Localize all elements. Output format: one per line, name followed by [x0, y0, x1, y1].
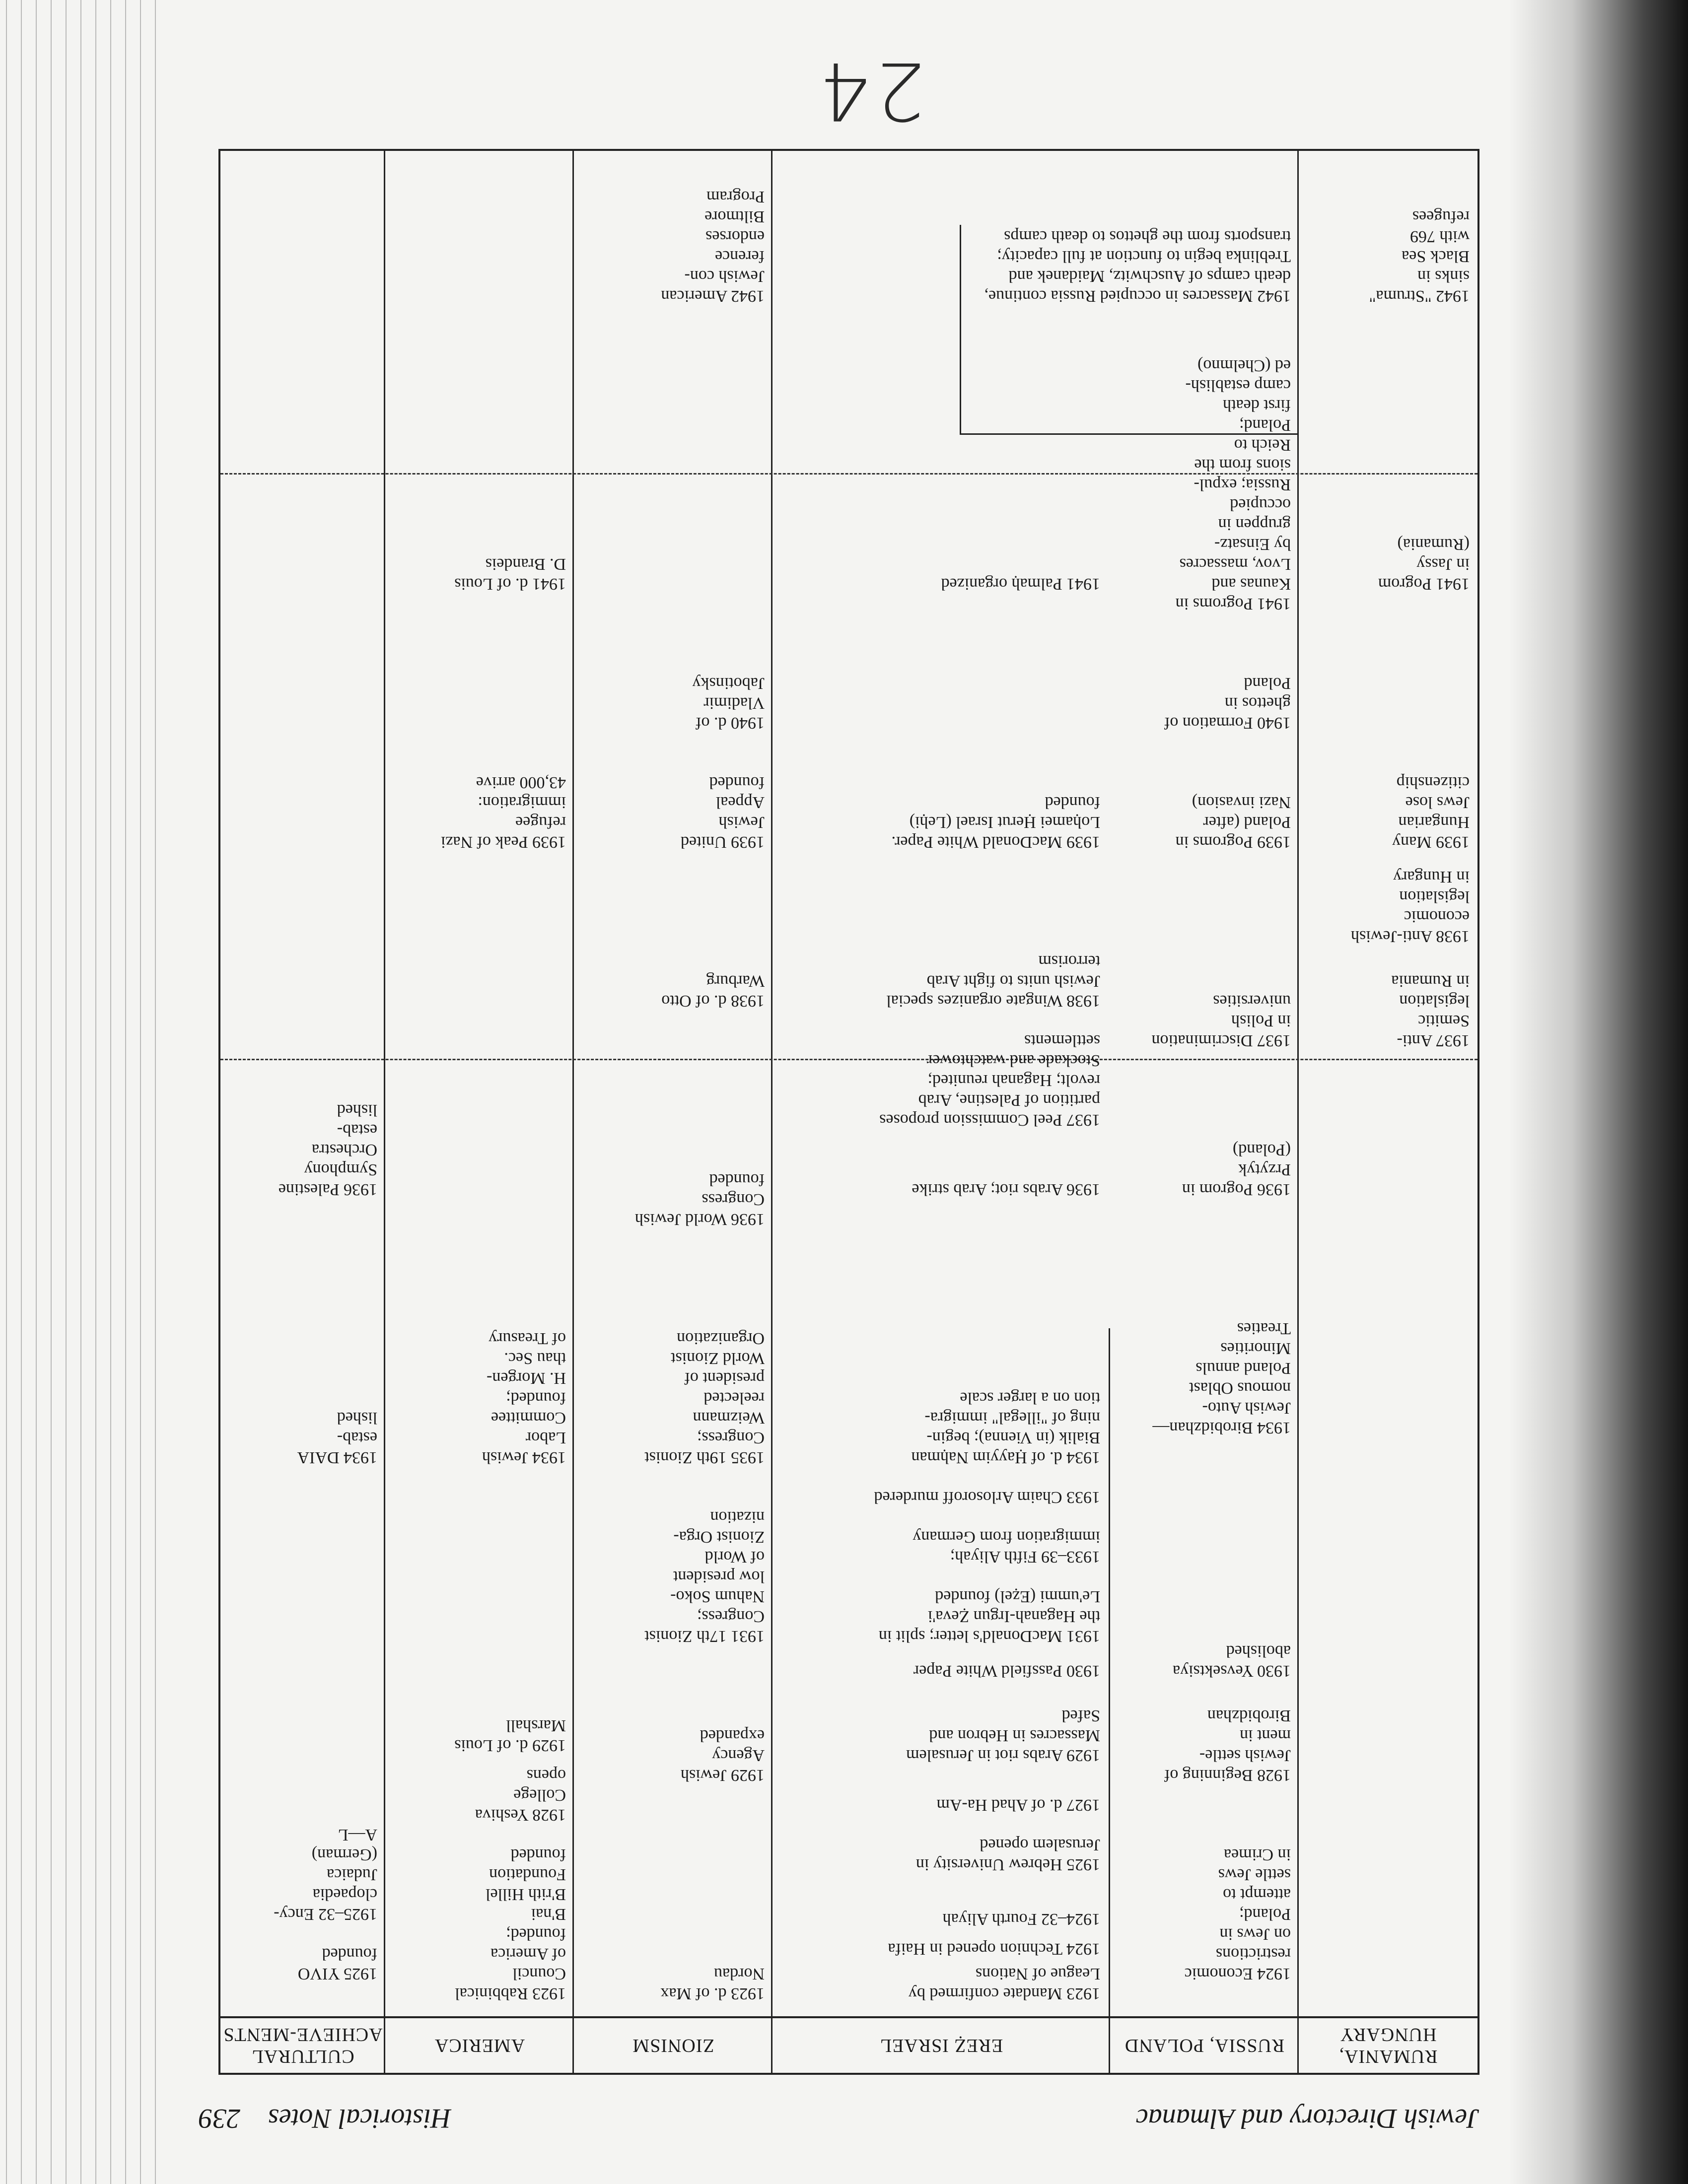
column-divider: [572, 151, 574, 2073]
entry-zionism: 1931 17th Zionist Congress; Nahum Soko- low president of World Zionist Orga- nization: [644, 1508, 765, 1645]
entry-russia: 1937 Discrimination in Polish universities: [1151, 992, 1291, 1050]
entry-erez: 1933–39 Fifth Aliyah; immigration from Germany: [913, 1528, 1100, 1566]
entry-russia: 1939 Pogroms in Poland (after Nazi invasion): [1175, 793, 1291, 851]
entry-rumania: 1941 Pogrom in Jassy (Rumania): [1378, 535, 1470, 593]
entry-america: 1941 d. of Louis D. Brandeis: [454, 555, 566, 593]
period-divider: [220, 1059, 1477, 1060]
header-section: [199, 2103, 451, 2134]
scan-binding-edge: [0, 0, 169, 2184]
col-head-america: AMERICA: [434, 2035, 525, 2056]
col-head-cultural: CULTURAL ACHIEVE-MENTS: [223, 2024, 383, 2067]
entry-erez: 1934 d. of Ḥayyim Naḥman Bialik (in Vienna); begin- ning of "illegal" immigra- tion on a larger scale: [911, 1389, 1100, 1467]
entry-russia: 1941 Pogroms in Kaunas and Lvov, massacres by Einsatz- gruppen in occupied Russia; expul- sions from the Reich to Poland; first death camp establish- ed (Chelmno): [1175, 356, 1291, 613]
handwritten-page-mark: 24: [814, 45, 925, 137]
entry-zionism: 1936 World Jewish Congress founded: [634, 1170, 765, 1228]
entry-zionism: 1940 d. of Vladimir Jabotinsky: [692, 674, 765, 732]
entry-rumania: 1942 "Struma" sinks in Black Sea with 769 refugees: [1369, 207, 1470, 305]
entry-zionism: 1923 d. of Max Nordau: [660, 1965, 765, 2003]
column-divider: [771, 151, 773, 2073]
running-header: [169, 2095, 1509, 2134]
entry-cultural: 1925–32 Ency- clopaedia Judaica (German) A—L: [274, 1826, 377, 1923]
entry-erez: 1937 Peel Commission proposes partition of Palestine, Arab revolt; Haganah reunited; Stockade and watchtower settlements: [879, 1031, 1100, 1129]
entry-russia: 1924 Economic restrictions on Jews in Poland; attempt to settle Jews in Crimea: [1184, 1845, 1291, 1983]
entry-america: 1923 Rabbinical Council of America founded; B'nai B'rith Hillel Foundation founded: [455, 1845, 566, 2003]
entry-zionism: 1939 United Jewish Appeal founded: [680, 773, 765, 851]
scan-shadow: [1509, 0, 1688, 2184]
col-head-russia: RUSSIA, POLAND: [1124, 2035, 1285, 2056]
entry-erez: 1924 Technion opened in Haifa: [888, 1940, 1100, 1958]
column-divider: [1297, 151, 1299, 2073]
entry-erez: 1929 Arabs riot in Jerusalem Massacres in Hebron and Safed: [906, 1706, 1100, 1765]
entry-america: 1929 d. of Louis Marshall: [454, 1716, 566, 1755]
entry-russia: 1942 Massacres in occupied Russia continue, death camps of Auschwitz, Maidanek and Treblinka begin to function at full capacity; transports from the ghettos to death camps: [984, 227, 1291, 305]
entry-russia: 1936 Pogrom in Przytyk (Poland): [1182, 1141, 1291, 1199]
entry-rumania: 1937 Anti- Semitic legislation in Rumania: [1391, 972, 1470, 1050]
page-number: 239: [199, 2103, 240, 2134]
entry-america: 1934 Jewish Labor Committee founded; H. Morgen- thau Sec. of Treasury: [482, 1329, 566, 1467]
entry-erez: 1936 Arabs riot; Arab strike: [912, 1180, 1100, 1199]
entry-zionism: 1942 American Jewish con- ference endorses Biltmore Program: [661, 188, 765, 305]
entry-erez: 1925 Hebrew University in Jerusalem opened: [915, 1836, 1100, 1874]
entry-zionism: 1929 Jewish Agency expanded: [680, 1726, 765, 1784]
entry-zionism: 1938 d. of Otto Warburg: [661, 972, 765, 1010]
entry-america: 1928 Yeshiva College opens: [475, 1766, 566, 1824]
entry-erez: 1931 MacDonald's letter; split in the Haganah-Irgun Ẓeva'i Le'ummi (Eẓel) founded: [878, 1587, 1100, 1645]
header-title: Jewish Directory and Almanac: [1135, 2103, 1479, 2134]
entry-cultural: 1934 DAIA estab- lished: [297, 1409, 377, 1467]
entry-russia: 1934 Birobidzhan— Jewish Auto- nomous Oblast Poland annuls Minorities Treaties: [1152, 1319, 1291, 1437]
entry-america: 1939 Peak of Nazi refugee immigration: 43,000 arrive: [440, 773, 566, 851]
entry-cultural: 1936 Palestine Symphony Orchestra estab- lished: [278, 1101, 377, 1199]
col-head-erez: EREẒ ISRAEL: [879, 2035, 1003, 2056]
entry-erez: 1924–32 Fourth Aliyah: [942, 1910, 1100, 1928]
entry-erez: 1941 Palmaḥ organized: [941, 575, 1100, 593]
timeline-table: [218, 149, 1479, 2075]
column-divider: [1109, 1328, 1110, 2073]
entry-erez: 1938 Wingate organizes special Jewish units to fight Arab terrorism: [886, 952, 1100, 1010]
column-header-row: [220, 2016, 1477, 2073]
entry-cultural: 1925 YIVO founded: [297, 1945, 377, 1983]
col-head-rumania: RUMANIA, HUNGARY: [1338, 2024, 1438, 2067]
entry-erez: 1923 Mandate confirmed by League of Nations: [908, 1965, 1100, 2003]
entry-russia: 1940 Formation of ghettos in Poland: [1164, 674, 1291, 732]
entry-russia: 1930 Yevsektsiya abolished: [1172, 1642, 1291, 1680]
entry-zionism: 1935 19th Zionist Congress; Weizmann reelected president of World Zionist Organization: [644, 1329, 765, 1467]
entry-erez: 1930 Passfield White Paper: [913, 1662, 1100, 1680]
rotated-page: [169, 69, 1509, 2134]
header-section-title: Historical Notes: [268, 2103, 451, 2134]
column-divider: [384, 151, 385, 2073]
entry-rumania: 1938 Anti-Jewish economic legislation in Hungary: [1351, 868, 1470, 946]
col-head-zionism: ZIONISM: [632, 2035, 714, 2056]
entry-erez: 1939 MacDonald White Paper. Loḥamei Ḥerut Israel (Leḥi) founded: [891, 793, 1100, 851]
entry-erez: 1927 d. of Ahad Ha-Am: [936, 1796, 1100, 1814]
entry-rumania: 1939 Many Hungarian Jews lose citizenship: [1392, 773, 1470, 851]
entry-erez: 1933 Chaim Arlosoroff murdered: [874, 1488, 1100, 1506]
entry-russia: 1928 Beginning of Jewish settle- ment in Birobidzhan: [1164, 1706, 1291, 1784]
